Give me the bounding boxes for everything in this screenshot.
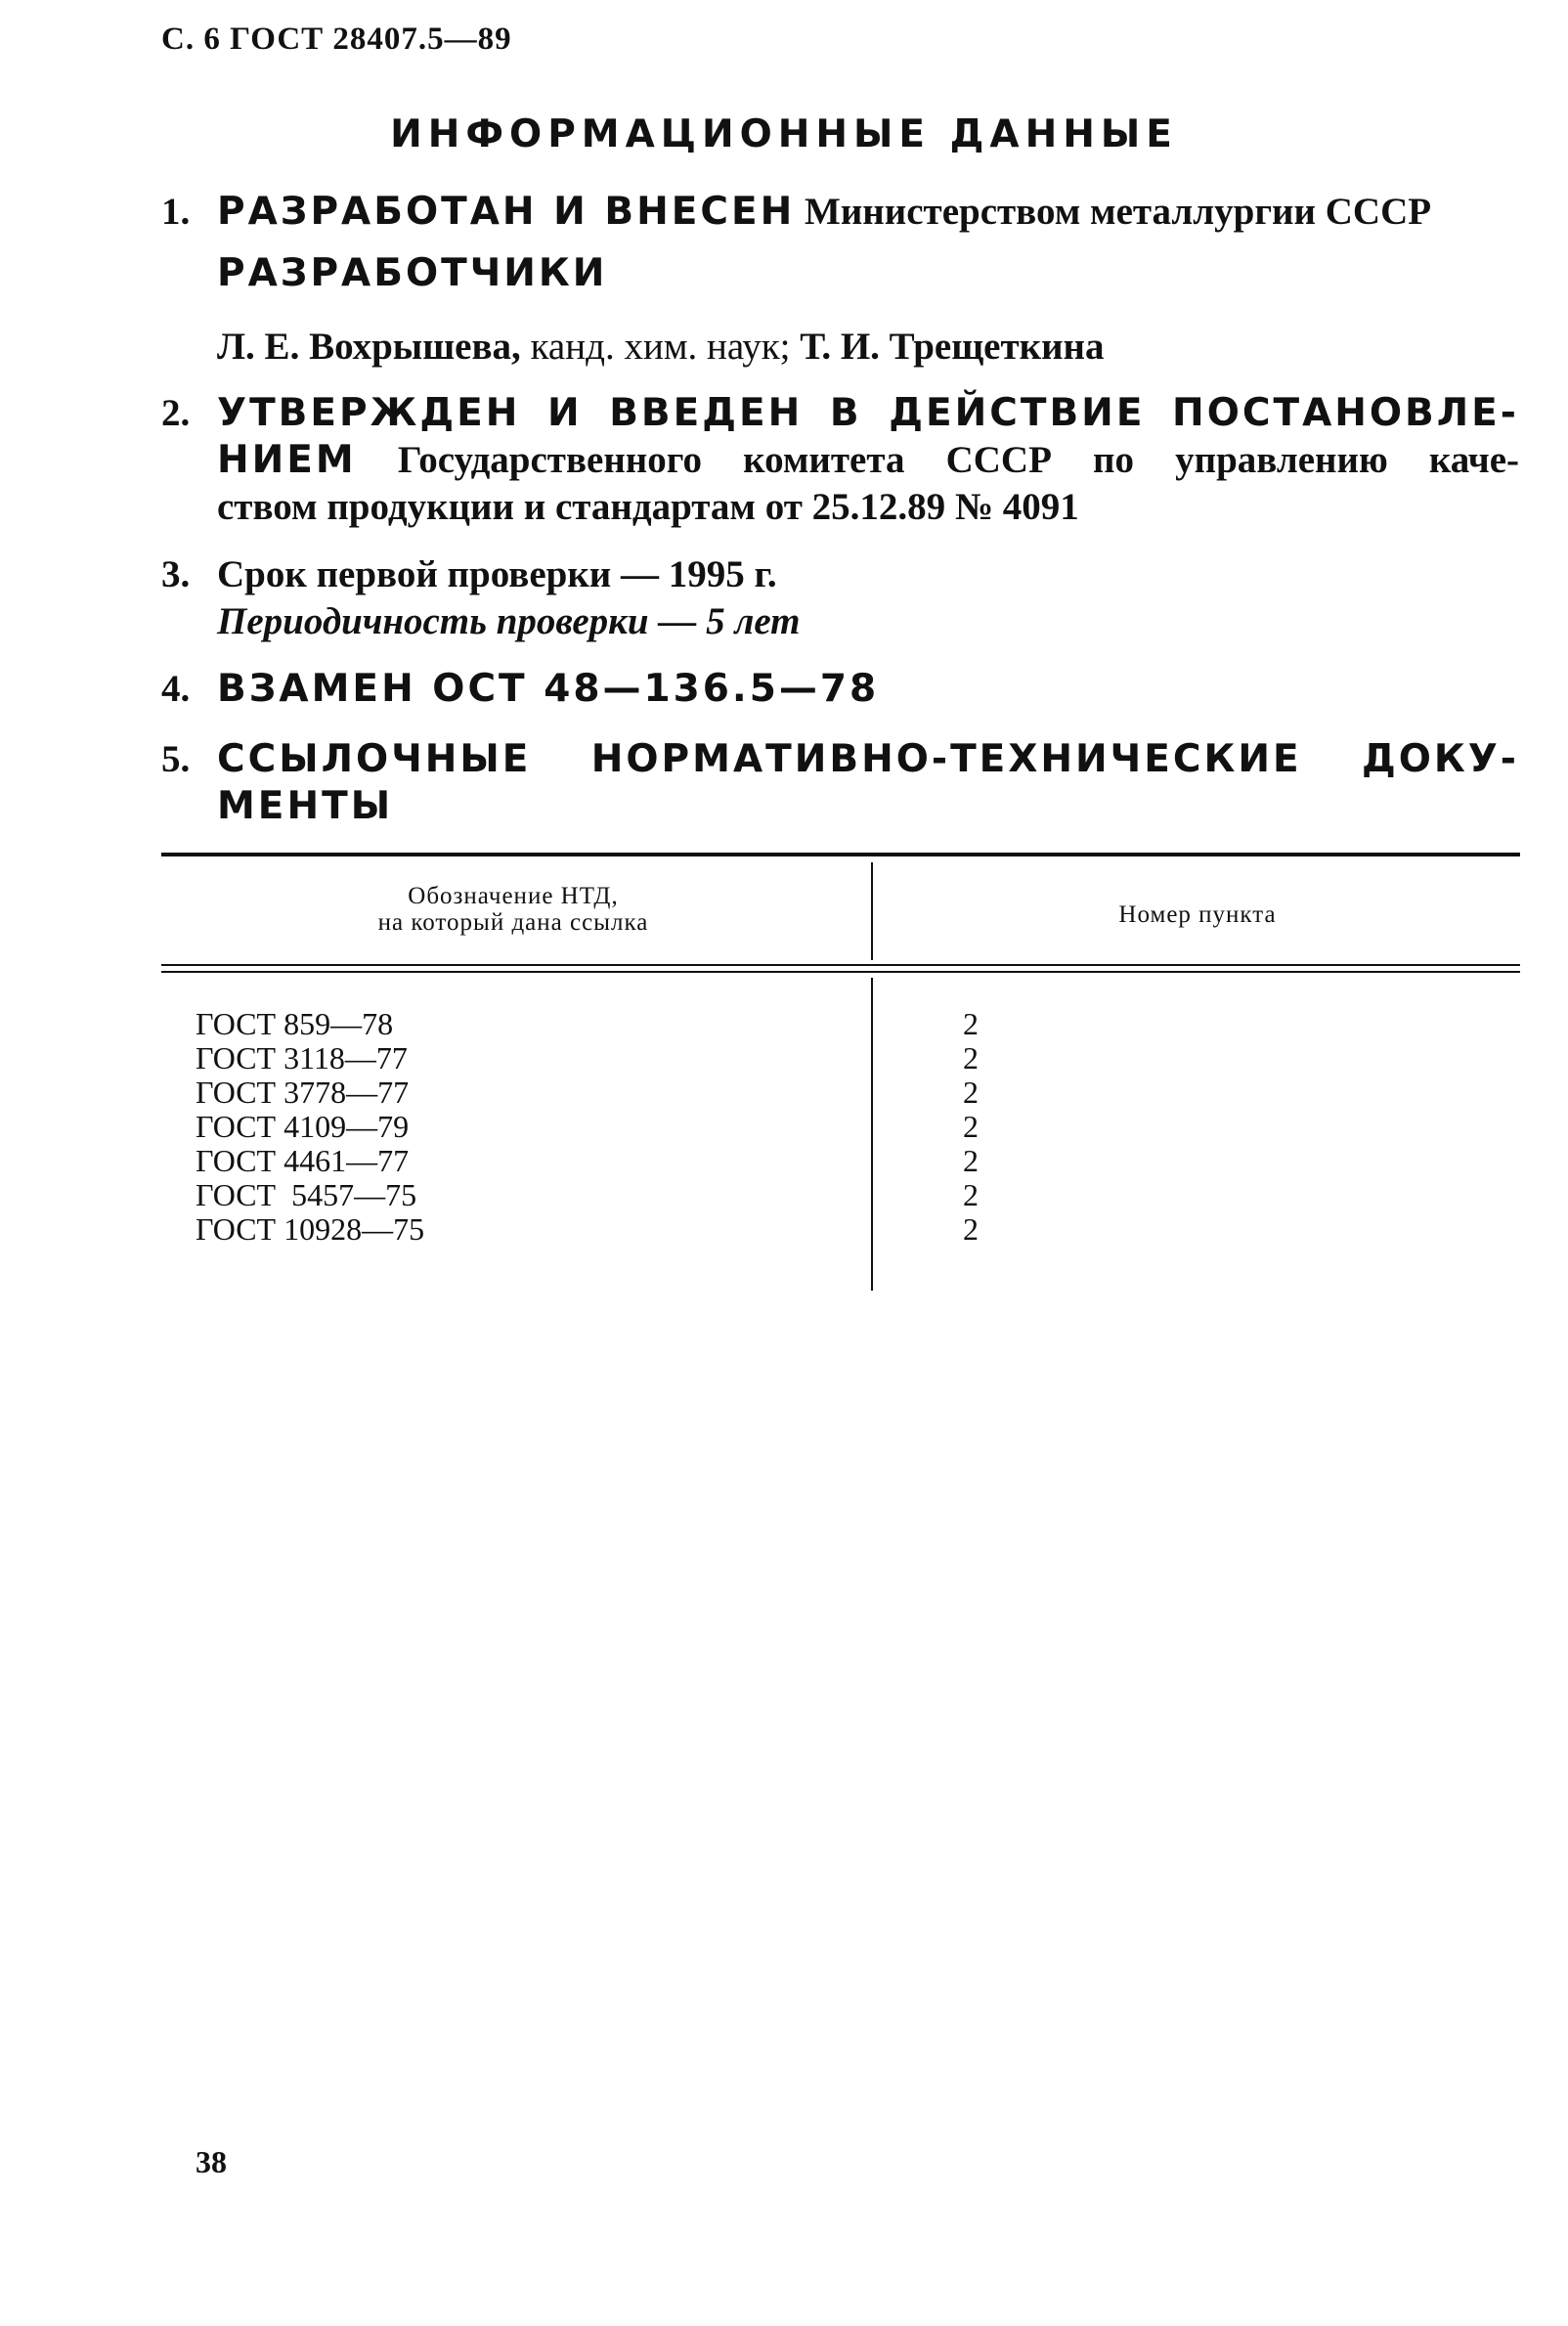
table-cell-designation: ГОСТ 4461—77 <box>196 1143 410 1178</box>
page-number: 38 <box>196 2144 227 2179</box>
item-2-line-2-caps: НИЕМ <box>217 438 357 482</box>
table-body-divider <box>871 978 873 1291</box>
table-cell-clause: 2 <box>963 1177 979 1212</box>
table-header-rule-1 <box>161 964 1520 966</box>
item-4-text: ВЗАМЕН ОСТ 48—136.5—78 <box>217 667 880 711</box>
item-4 <box>0 665 1568 714</box>
section-title: ИНФОРМАЦИОННЫЕ ДАННЫЕ <box>390 112 1178 156</box>
item-3 <box>0 550 1568 648</box>
table-header-divider <box>871 862 873 960</box>
table-cell-clause: 2 <box>963 1211 979 1247</box>
item-2 <box>0 389 1568 546</box>
developers-heading: РАЗРАБОТЧИКИ <box>217 251 608 295</box>
table-header-designation-line-2: на который дана ссылка <box>377 909 649 936</box>
developer-1: Л. Е. Вохрышева, <box>217 326 521 368</box>
developer-2: Т. И. Трещеткина <box>800 326 1105 368</box>
item-2-line-2-text: Государственного комитета СССР по управлению каче- <box>356 439 1519 481</box>
table-cell-clause: 2 <box>963 1075 979 1110</box>
item-4-number: 4. <box>161 668 191 710</box>
table-cell-designation: ГОСТ 859—78 <box>196 1006 394 1041</box>
item-1-caps: РАЗРАБОТАН И ВНЕСЕН <box>217 190 796 234</box>
item-5 <box>0 735 1568 833</box>
developer-1-degree: канд. хим. наук; <box>520 326 801 368</box>
table-cell-designation: ГОСТ 3778—77 <box>196 1075 410 1110</box>
table-header-designation-line-1: Обозначение НТД, <box>408 883 619 909</box>
table-cell-clause: 2 <box>963 1006 979 1041</box>
item-2-line-2 <box>217 436 1519 485</box>
table-cell-designation: ГОСТ 4109—79 <box>196 1109 410 1144</box>
table-top-rule <box>161 853 1520 856</box>
table-header-clause: Номер пункта <box>1118 901 1277 928</box>
table-cell-clause: 2 <box>963 1109 979 1144</box>
item-3-line-2: Периодичность проверки — 5 лет <box>217 600 801 642</box>
page-header: С. 6 ГОСТ 28407.5—89 <box>161 22 512 57</box>
table-cell-designation: ГОСТ 5457—75 <box>196 1177 417 1212</box>
item-2-number: 2. <box>161 392 191 434</box>
item-1 <box>0 188 1568 237</box>
item-1-text: Министерством металлургии СССР <box>795 191 1432 233</box>
table-header-designation <box>166 883 860 936</box>
table-cell-clause: 2 <box>963 1040 979 1075</box>
table-cell-designation: ГОСТ 3118—77 <box>196 1040 408 1075</box>
developers-heading-row <box>0 249 1568 298</box>
table-cell-designation: ГОСТ 10928—75 <box>196 1211 425 1247</box>
item-5-number: 5. <box>161 738 191 780</box>
item-3-line-1: Срок первой проверки — 1995 г. <box>217 553 777 595</box>
item-2-line-3: ством продукции и стандартам от 25.12.89 № 4091 <box>217 486 1079 528</box>
item-5-line-1: ССЫЛОЧНЫЕ НОРМАТИВНО-ТЕХНИЧЕСКИЕ ДОКУ- <box>217 737 1519 781</box>
table-header-rule-2 <box>161 971 1520 973</box>
item-2-line-1: УТВЕРЖДЕН И ВВЕДЕН В ДЕЙСТВИЕ ПОСТАНОВЛЕ- <box>217 391 1519 435</box>
item-3-number: 3. <box>161 553 191 595</box>
table-cell-clause: 2 <box>963 1143 979 1178</box>
item-1-number: 1. <box>161 191 191 233</box>
item-5-line-2: МЕНТЫ <box>217 784 394 828</box>
developers-names-row <box>0 323 1568 372</box>
